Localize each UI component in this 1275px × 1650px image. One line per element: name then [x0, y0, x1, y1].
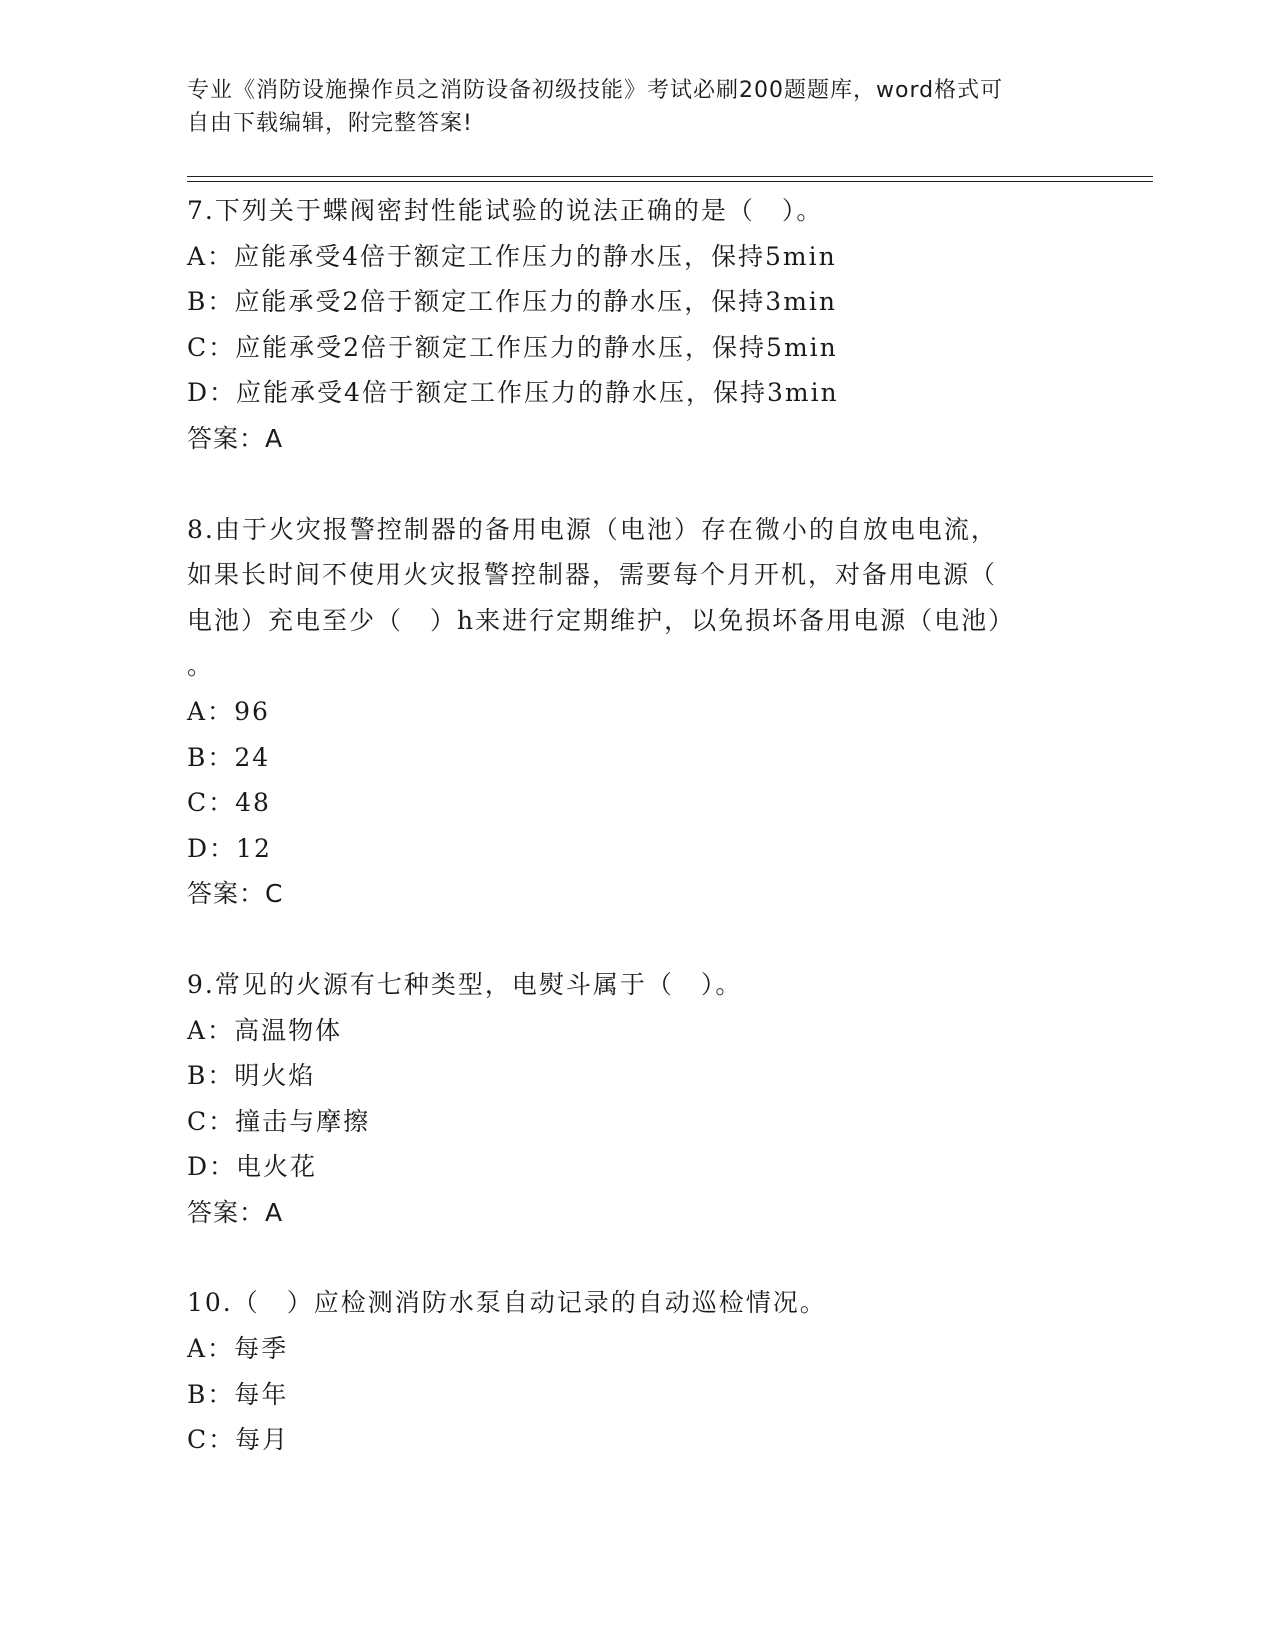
option-key: D： [187, 1152, 237, 1182]
answer-option [187, 1053, 1087, 1099]
question-text-line: 7.下列关于蝶阀密封性能试验的说法正确的是（ ）。 [187, 196, 824, 225]
answer-option [187, 1008, 1087, 1054]
answer-option [187, 1099, 1087, 1145]
option-key: A： [187, 1015, 235, 1045]
option-text: 撞击与摩擦 [235, 1106, 371, 1136]
answer-line: 答案：A [187, 1197, 284, 1227]
answer-option [187, 370, 1087, 416]
option-text: 高温物体 [234, 1015, 343, 1045]
header-divider-bottom [187, 181, 1153, 182]
question-text-line: 9.常见的火源有七种类型，电熨斗属于（ ）。 [187, 969, 743, 999]
answer-option [187, 1144, 1087, 1190]
question-block [187, 507, 1087, 917]
question-text-line: 8.由于火灾报警控制器的备用电源（电池）存在微小的自放电电流， [187, 514, 998, 544]
option-key: C： [187, 1425, 236, 1455]
option-text: 每季 [234, 1334, 289, 1364]
answer-option [187, 689, 1087, 735]
option-key: D： [187, 378, 237, 408]
header-line-2: 自由下载编辑，附完整答案! [187, 111, 473, 136]
option-text: 每月 [235, 1425, 290, 1455]
answer-option [187, 234, 1087, 280]
question-text-line: 。 [187, 651, 215, 681]
header-divider-top [187, 176, 1153, 177]
answer-line: 答案：A [187, 423, 284, 453]
option-text: 明火焰 [234, 1061, 316, 1091]
option-key: A： [187, 241, 235, 271]
header-line-1: 专业《消防设施操作员之消防设备初级技能》考试必刷200题题库，word格式可 [187, 78, 1004, 103]
option-text: 应能承受2倍于额定工作压力的静水压，保持3min [234, 287, 837, 317]
option-text: 应能承受4倍于额定工作压力的静水压，保持3min [236, 378, 839, 408]
option-key: C： [187, 1106, 236, 1136]
option-text: 应能承受4倍于额定工作压力的静水压，保持5min [234, 241, 837, 271]
document-header [187, 74, 1067, 140]
option-key: D： [187, 833, 237, 863]
question-list [187, 188, 1087, 1463]
answer-line: 答案：C [187, 879, 284, 909]
answer-option [187, 325, 1087, 371]
answer-option [187, 826, 1087, 872]
option-text: 每年 [234, 1379, 289, 1409]
option-text: 应能承受2倍于额定工作压力的静水压，保持5min [235, 332, 838, 362]
answer-option [187, 735, 1087, 781]
option-key: C： [187, 332, 236, 362]
option-text: 96 [234, 696, 270, 726]
option-text: 24 [234, 742, 271, 772]
option-text: 电火花 [236, 1152, 318, 1182]
question-block [187, 962, 1087, 1236]
question-text-line: 电池）充电至少（ ）h来进行定期维护，以免损坏备用电源（电池） [187, 605, 1016, 635]
option-key: B： [187, 742, 235, 772]
question-spacer [187, 1235, 1087, 1280]
option-key: B： [187, 1379, 235, 1409]
answer-option [187, 279, 1087, 325]
answer-option [187, 1417, 1087, 1463]
option-text: 12 [236, 833, 272, 863]
question-spacer [187, 462, 1087, 507]
question-block [187, 188, 1087, 462]
question-text-line: 10.（ ）应检测消防水泵自动记录的自动巡检情况。 [187, 1288, 827, 1318]
option-key: A： [187, 696, 235, 726]
question-block [187, 1280, 1087, 1462]
answer-option [187, 780, 1087, 826]
option-key: A： [187, 1334, 235, 1364]
option-key: B： [187, 287, 235, 317]
option-key: B： [187, 1061, 235, 1091]
option-text: 48 [235, 788, 271, 818]
answer-option [187, 1372, 1087, 1418]
question-spacer [187, 917, 1087, 962]
answer-option [187, 1326, 1087, 1372]
option-key: C： [187, 788, 236, 818]
question-text-line: 如果长时间不使用火灾报警控制器，需要每个月开机，对备用电源（ [187, 560, 998, 590]
